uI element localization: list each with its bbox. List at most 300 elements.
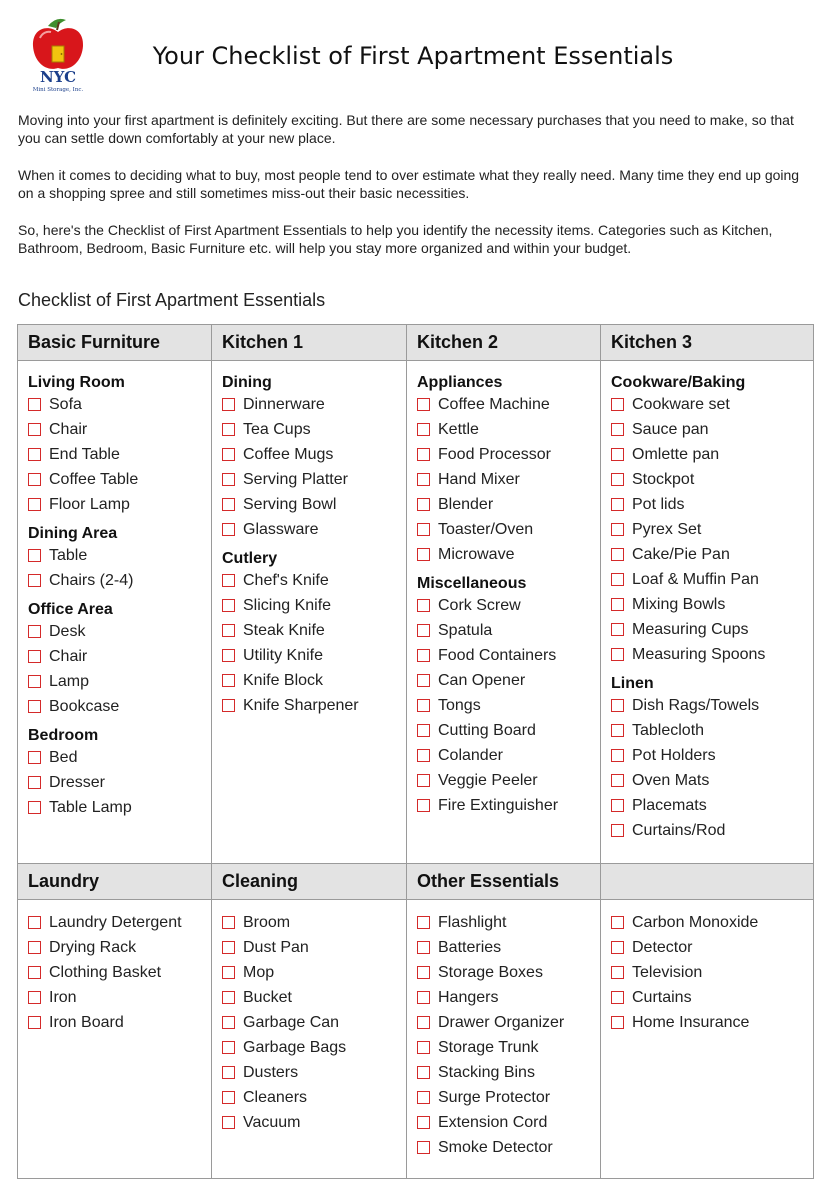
checklist-item[interactable]: [417, 1060, 600, 1085]
checklist-item[interactable]: [611, 392, 813, 417]
checklist-item-label: Flashlight: [438, 913, 507, 931]
checklist-item[interactable]: [417, 492, 600, 517]
checklist-item-label: Table Lamp: [49, 798, 132, 816]
checklist-item-label: Bookcase: [49, 697, 120, 715]
checklist-item-label: Surge Protector: [438, 1088, 551, 1106]
checklist-item[interactable]: [611, 592, 813, 617]
checklist-item[interactable]: [417, 1010, 600, 1035]
checkbox[interactable]: [28, 650, 41, 663]
checklist-item[interactable]: [611, 718, 813, 743]
checkbox[interactable]: [611, 966, 624, 979]
checklist-group: [28, 373, 211, 517]
checklist-item[interactable]: [222, 668, 406, 693]
checkbox[interactable]: [611, 548, 624, 561]
checkbox[interactable]: [417, 423, 430, 436]
checkbox[interactable]: [611, 498, 624, 511]
checklist-item[interactable]: [611, 417, 813, 442]
checklist-item-label: Dust Pan: [243, 938, 309, 956]
svg-text:Mini Storage, Inc.: Mini Storage, Inc.: [32, 87, 84, 93]
checklist-item[interactable]: [417, 417, 600, 442]
checkbox[interactable]: [417, 749, 430, 762]
checklist-item-label: Placemats: [632, 796, 707, 814]
checklist-item[interactable]: [222, 693, 406, 718]
checkbox[interactable]: [28, 966, 41, 979]
checklist-item[interactable]: [222, 985, 406, 1010]
intro-paragraph: Moving into your first apartment is definitely exciting. But there are some necessary purchases that you need to make, so that you can settle down comfortably at your new place.: [18, 112, 794, 146]
checklist-item[interactable]: [222, 618, 406, 643]
intro-text: [18, 111, 818, 276]
checkbox[interactable]: [222, 966, 235, 979]
checkbox[interactable]: [28, 675, 41, 688]
checklist-item[interactable]: [222, 643, 406, 668]
category-heading: Bedroom: [28, 727, 99, 744]
checklist-item-label: Batteries: [438, 938, 502, 956]
checklist-item-label: Microwave: [438, 545, 515, 563]
checkbox[interactable]: [611, 423, 624, 436]
checklist-item-label: Chair: [49, 420, 88, 438]
checklist-item-label: Curtains: [632, 988, 692, 1006]
checklist-item-label: Loaf & Muffin Pan: [632, 570, 759, 588]
checkbox[interactable]: [222, 523, 235, 536]
checklist-group: [222, 549, 406, 718]
checklist-item-label: Hand Mixer: [438, 470, 520, 488]
checklist-item-label: Chairs (2-4): [49, 571, 134, 589]
category-heading: Cookware/Baking: [611, 374, 746, 391]
checkbox[interactable]: [28, 398, 41, 411]
checklist-group: [611, 373, 813, 667]
checkbox[interactable]: [417, 624, 430, 637]
checklist-item[interactable]: [611, 693, 813, 718]
checkbox[interactable]: [28, 448, 41, 461]
category-heading: Cutlery: [222, 550, 278, 567]
checklist-item-label: Knife Block: [243, 671, 324, 689]
checklist-item[interactable]: [222, 417, 406, 442]
checkbox[interactable]: [611, 749, 624, 762]
checkbox[interactable]: [611, 699, 624, 712]
column-header: Other Essentials: [407, 864, 601, 900]
checklist-item-label: Tea Cups: [243, 420, 311, 438]
checklist-item[interactable]: [611, 1010, 813, 1035]
checklist-item[interactable]: [611, 743, 813, 768]
checklist-item-label: Home Insurance: [632, 1013, 750, 1031]
checklist-item[interactable]: [28, 935, 211, 960]
checkbox[interactable]: [222, 1066, 235, 1079]
checklist-item[interactable]: [222, 1060, 406, 1085]
checklist-item[interactable]: [222, 1110, 406, 1135]
checklist-item-label: Chair: [49, 647, 88, 665]
checkbox[interactable]: [222, 448, 235, 461]
checklist-item-label: Hangers: [438, 988, 499, 1006]
checklist-item-label: Coffee Mugs: [243, 445, 334, 463]
header-row: [18, 864, 814, 900]
checkbox[interactable]: [28, 625, 41, 638]
checklist-item-label: Drawer Organizer: [438, 1013, 565, 1031]
checkbox[interactable]: [222, 1041, 235, 1054]
checklist-column: [407, 361, 601, 864]
checkbox[interactable]: [417, 1016, 430, 1029]
checkbox[interactable]: [222, 599, 235, 612]
checklist-item[interactable]: [417, 935, 600, 960]
checkbox[interactable]: [611, 623, 624, 636]
checklist-item-label: Fire Extinguisher: [438, 796, 559, 814]
checklist-item[interactable]: [222, 1085, 406, 1110]
checkbox[interactable]: [28, 776, 41, 789]
checklist-item-label: Cutting Board: [438, 721, 536, 739]
checklist-item-label: Stacking Bins: [438, 1063, 535, 1081]
checkbox[interactable]: [417, 991, 430, 1004]
checklist-item[interactable]: [417, 718, 600, 743]
checklist-group: [222, 373, 406, 542]
checklist-column: [212, 900, 407, 1179]
checklist-item[interactable]: [417, 467, 600, 492]
checklist-item-label: Spatula: [438, 621, 493, 639]
intro-paragraph: When it comes to deciding what to buy, most people tend to over estimate what they really need. Many time they end up going on a shopping spree and still sometimes miss-out their basic necessities.: [18, 167, 800, 201]
checklist-item-label: Carbon Monoxide: [632, 913, 759, 931]
checklist-item[interactable]: [28, 910, 211, 935]
checklist-table: [17, 324, 814, 1179]
checklist-item-label: Cake/Pie Pan: [632, 545, 730, 563]
checklist-item-label: Stockpot: [632, 470, 695, 488]
checkbox[interactable]: [611, 448, 624, 461]
checkbox[interactable]: [28, 991, 41, 1004]
checkbox[interactable]: [417, 1041, 430, 1054]
checklist-item-label: Can Opener: [438, 671, 526, 689]
checklist-item-label: Garbage Bags: [243, 1038, 347, 1056]
column-header: Laundry: [18, 864, 212, 900]
checklist-subtitle: Checklist of First Apartment Essentials: [18, 290, 326, 310]
checkbox[interactable]: [417, 548, 430, 561]
checkbox[interactable]: [222, 574, 235, 587]
checkbox[interactable]: [417, 649, 430, 662]
checklist-item-label: Colander: [438, 746, 503, 764]
checklist-item[interactable]: [222, 517, 406, 542]
checkbox[interactable]: [611, 991, 624, 1004]
checklist-item[interactable]: [611, 793, 813, 818]
checkbox[interactable]: [28, 1016, 41, 1029]
category-heading: Office Area: [28, 601, 113, 618]
checklist-item[interactable]: [417, 1085, 600, 1110]
checklist-item-label: Chef's Knife: [243, 571, 329, 589]
checklist-item[interactable]: [222, 960, 406, 985]
checklist-item[interactable]: [222, 593, 406, 618]
checkbox[interactable]: [222, 398, 235, 411]
column-header: [601, 864, 814, 900]
checklist-item[interactable]: [222, 1035, 406, 1060]
checkbox[interactable]: [417, 448, 430, 461]
checklist-item[interactable]: [611, 818, 813, 843]
checkbox[interactable]: [417, 1066, 430, 1079]
checklist-group: [611, 674, 813, 843]
checkbox[interactable]: [28, 423, 41, 436]
checkbox[interactable]: [611, 573, 624, 586]
checklist-item-label: Pot lids: [632, 495, 685, 513]
checklist-item[interactable]: [611, 567, 813, 592]
header-row: [18, 325, 814, 361]
checklist-item[interactable]: [611, 768, 813, 793]
checklist-item[interactable]: [28, 795, 211, 820]
checkbox[interactable]: [611, 398, 624, 411]
checkbox[interactable]: [611, 799, 624, 812]
checklist-item[interactable]: [28, 770, 211, 795]
checkbox[interactable]: [417, 398, 430, 411]
column-header: Cleaning: [212, 864, 407, 900]
checklist-item-label: Bed: [49, 748, 78, 766]
checkbox[interactable]: [611, 523, 624, 536]
intro-paragraph: So, here's the Checklist of First Apartment Essentials to help you identify the necessity items. Categories such as Kitchen, Bathroom, Bedroom, Basic Furniture etc. will help you stay more organized and within your budget.: [18, 222, 773, 256]
checklist-item[interactable]: [417, 960, 600, 985]
checklist-item[interactable]: [611, 542, 813, 567]
checkbox[interactable]: [28, 751, 41, 764]
checklist-item[interactable]: [222, 442, 406, 467]
checklist-item[interactable]: [417, 593, 600, 618]
column-header: Kitchen 1: [212, 325, 407, 361]
checklist-item[interactable]: [417, 392, 600, 417]
checklist-column: [601, 361, 814, 864]
checkbox[interactable]: [611, 598, 624, 611]
checklist-item[interactable]: [222, 467, 406, 492]
checklist-item-label: Cork Screw: [438, 596, 521, 614]
column-header: Kitchen 3: [601, 325, 814, 361]
checklist-item-label: Glassware: [243, 520, 319, 538]
checklist-row: [18, 900, 814, 1179]
checklist-item[interactable]: [28, 619, 211, 644]
checkbox[interactable]: [28, 498, 41, 511]
checklist-item-label: Iron: [49, 988, 77, 1006]
checklist-item-label: Curtains/Rod: [632, 821, 726, 839]
checklist-item-label: Drying Rack: [49, 938, 137, 956]
checkbox[interactable]: [611, 473, 624, 486]
checkbox[interactable]: [28, 549, 41, 562]
checkbox[interactable]: [28, 700, 41, 713]
checklist-item[interactable]: [611, 960, 813, 985]
category-heading: Dining: [222, 374, 272, 391]
checkbox[interactable]: [611, 774, 624, 787]
checkbox[interactable]: [611, 824, 624, 837]
checklist-item[interactable]: [28, 467, 211, 492]
checklist-item[interactable]: [611, 442, 813, 467]
checklist-item-label: Laundry Detergent: [49, 913, 182, 931]
checkbox[interactable]: [222, 674, 235, 687]
checkbox[interactable]: [222, 473, 235, 486]
checklist-item[interactable]: [28, 745, 211, 770]
checklist-item[interactable]: [611, 985, 813, 1010]
checklist-group: [28, 524, 211, 593]
checkbox[interactable]: [611, 941, 624, 954]
checklist-item-label: Smoke Detector: [438, 1138, 553, 1156]
checklist-item-label: Floor Lamp: [49, 495, 130, 513]
checkbox[interactable]: [417, 473, 430, 486]
checklist-item[interactable]: [28, 694, 211, 719]
checkbox[interactable]: [28, 941, 41, 954]
checklist-item[interactable]: [417, 643, 600, 668]
checklist-item[interactable]: [222, 935, 406, 960]
checklist-item[interactable]: [417, 693, 600, 718]
checkbox[interactable]: [611, 724, 624, 737]
checklist-group: [417, 574, 600, 818]
checklist-item-label: Blender: [438, 495, 494, 513]
checkbox[interactable]: [222, 916, 235, 929]
checkbox[interactable]: [417, 1091, 430, 1104]
checkbox[interactable]: [417, 523, 430, 536]
checklist-group: [417, 373, 600, 567]
checklist-item-label: Pyrex Set: [632, 520, 702, 538]
checklist-item-label: Broom: [243, 913, 291, 931]
checklist-item-label: Tablecloth: [632, 721, 705, 739]
checklist-item-label: Desk: [49, 622, 86, 640]
checklist-item[interactable]: [611, 492, 813, 517]
category-heading: Dining Area: [28, 525, 118, 542]
checklist-item-label: Detector: [632, 938, 693, 956]
checklist-item-label: Oven Mats: [632, 771, 710, 789]
checklist-item[interactable]: [611, 517, 813, 542]
checklist-item[interactable]: [28, 960, 211, 985]
checklist-column: [407, 900, 601, 1179]
checklist-item[interactable]: [28, 644, 211, 669]
checkbox[interactable]: [417, 916, 430, 929]
checkbox[interactable]: [222, 941, 235, 954]
checkbox[interactable]: [611, 1016, 624, 1029]
checklist-item-label: Slicing Knife: [243, 596, 332, 614]
category-heading: Living Room: [28, 374, 125, 391]
checkbox[interactable]: [222, 423, 235, 436]
checkbox[interactable]: [417, 699, 430, 712]
checklist-item[interactable]: [222, 492, 406, 517]
checkbox[interactable]: [222, 624, 235, 637]
checklist-item[interactable]: [222, 1010, 406, 1035]
checklist-item-label: Storage Boxes: [438, 963, 543, 981]
checklist-row: [18, 361, 814, 864]
checklist-item-label: Veggie Peeler: [438, 771, 538, 789]
checklist-item[interactable]: [611, 467, 813, 492]
checklist-item[interactable]: [417, 517, 600, 542]
checklist-item[interactable]: [417, 1035, 600, 1060]
checklist-group: [28, 600, 211, 719]
checklist-item-label: Extension Cord: [438, 1113, 548, 1131]
checklist-item-label: Coffee Machine: [438, 395, 550, 413]
checklist-item[interactable]: [28, 492, 211, 517]
checklist-item[interactable]: [611, 935, 813, 960]
checkbox[interactable]: [28, 574, 41, 587]
checklist-item-label: Storage Trunk: [438, 1038, 539, 1056]
checklist-item[interactable]: [222, 568, 406, 593]
checklist-item-label: Steak Knife: [243, 621, 325, 639]
checklist-column: [212, 361, 407, 864]
checklist-item[interactable]: [417, 442, 600, 467]
checklist-group: [28, 726, 211, 820]
checkbox[interactable]: [417, 774, 430, 787]
checklist-item-label: Cleaners: [243, 1088, 308, 1106]
checklist-item-label: Television: [632, 963, 703, 981]
checklist-item[interactable]: [417, 768, 600, 793]
checklist-item-label: Kettle: [438, 420, 479, 438]
checkbox[interactable]: [222, 498, 235, 511]
checkbox[interactable]: [222, 699, 235, 712]
checklist-item[interactable]: [417, 1110, 600, 1135]
checkbox[interactable]: [417, 1116, 430, 1129]
checklist-item[interactable]: [611, 910, 813, 935]
checkbox[interactable]: [28, 801, 41, 814]
checkbox[interactable]: [611, 648, 624, 661]
checklist-item-label: Food Processor: [438, 445, 551, 463]
checkbox[interactable]: [417, 724, 430, 737]
checklist-item[interactable]: [28, 669, 211, 694]
checklist-item[interactable]: [417, 985, 600, 1010]
checklist-item[interactable]: [417, 668, 600, 693]
checklist-item[interactable]: [417, 743, 600, 768]
checklist-item[interactable]: [611, 617, 813, 642]
checkbox[interactable]: [417, 941, 430, 954]
checklist-item-label: Table: [49, 546, 88, 564]
checklist-item-label: Omlette pan: [632, 445, 720, 463]
checklist-item[interactable]: [28, 392, 211, 417]
checklist-item[interactable]: [28, 1010, 211, 1035]
checkbox[interactable]: [222, 1116, 235, 1129]
checkbox[interactable]: [222, 1091, 235, 1104]
checklist-item-label: Measuring Spoons: [632, 645, 766, 663]
category-heading: Appliances: [417, 374, 503, 391]
checkbox[interactable]: [222, 991, 235, 1004]
checkbox[interactable]: [611, 916, 624, 929]
checkbox[interactable]: [417, 799, 430, 812]
checklist-item[interactable]: [222, 910, 406, 935]
checklist-item[interactable]: [28, 442, 211, 467]
category-heading: Linen: [611, 675, 654, 692]
checkbox[interactable]: [417, 1141, 430, 1154]
checkbox[interactable]: [222, 1016, 235, 1029]
checklist-item[interactable]: [28, 417, 211, 442]
checklist-item-label: Tongs: [438, 696, 481, 714]
checklist-item-label: Serving Platter: [243, 470, 348, 488]
checkbox[interactable]: [417, 966, 430, 979]
checklist-item[interactable]: [417, 618, 600, 643]
checklist-column: [18, 900, 212, 1179]
checklist-item-label: Toaster/Oven: [438, 520, 534, 538]
column-header: Basic Furniture: [18, 325, 212, 361]
checkbox[interactable]: [28, 916, 41, 929]
checkbox[interactable]: [417, 674, 430, 687]
checklist-item[interactable]: [417, 542, 600, 567]
checkbox[interactable]: [417, 498, 430, 511]
checklist-item[interactable]: [28, 543, 211, 568]
checklist-item[interactable]: [417, 1135, 600, 1160]
checkbox[interactable]: [222, 649, 235, 662]
checklist-item-label: Iron Board: [49, 1013, 124, 1031]
checklist-item[interactable]: [28, 568, 211, 593]
checklist-item-label: Bucket: [243, 988, 292, 1006]
column-header: Kitchen 2: [407, 325, 601, 361]
checklist-item[interactable]: [417, 793, 600, 818]
checklist-item[interactable]: [611, 642, 813, 667]
checkbox[interactable]: [28, 473, 41, 486]
checklist-item-label: Pot Holders: [632, 746, 716, 764]
checklist-item[interactable]: [28, 985, 211, 1010]
checklist-item-label: Dish Rags/Towels: [632, 696, 760, 714]
checklist-item-label: Knife Sharpener: [243, 696, 359, 714]
checklist-item-label: Clothing Basket: [49, 963, 162, 981]
checklist-column: [601, 900, 814, 1179]
checklist-item[interactable]: [417, 910, 600, 935]
checklist-item-label: Utility Knife: [243, 646, 324, 664]
checklist-item-label: Coffee Table: [49, 470, 139, 488]
checkbox[interactable]: [417, 599, 430, 612]
page-title: Your Checklist of First Apartment Essentials: [152, 42, 674, 70]
checklist-item-label: Sauce pan: [632, 420, 709, 438]
checklist-item-label: Garbage Can: [243, 1013, 340, 1031]
checklist-item-label: Food Containers: [438, 646, 557, 664]
checklist-item-label: Mop: [243, 963, 275, 981]
checklist-item[interactable]: [222, 392, 406, 417]
checklist-item-label: Dresser: [49, 773, 106, 791]
